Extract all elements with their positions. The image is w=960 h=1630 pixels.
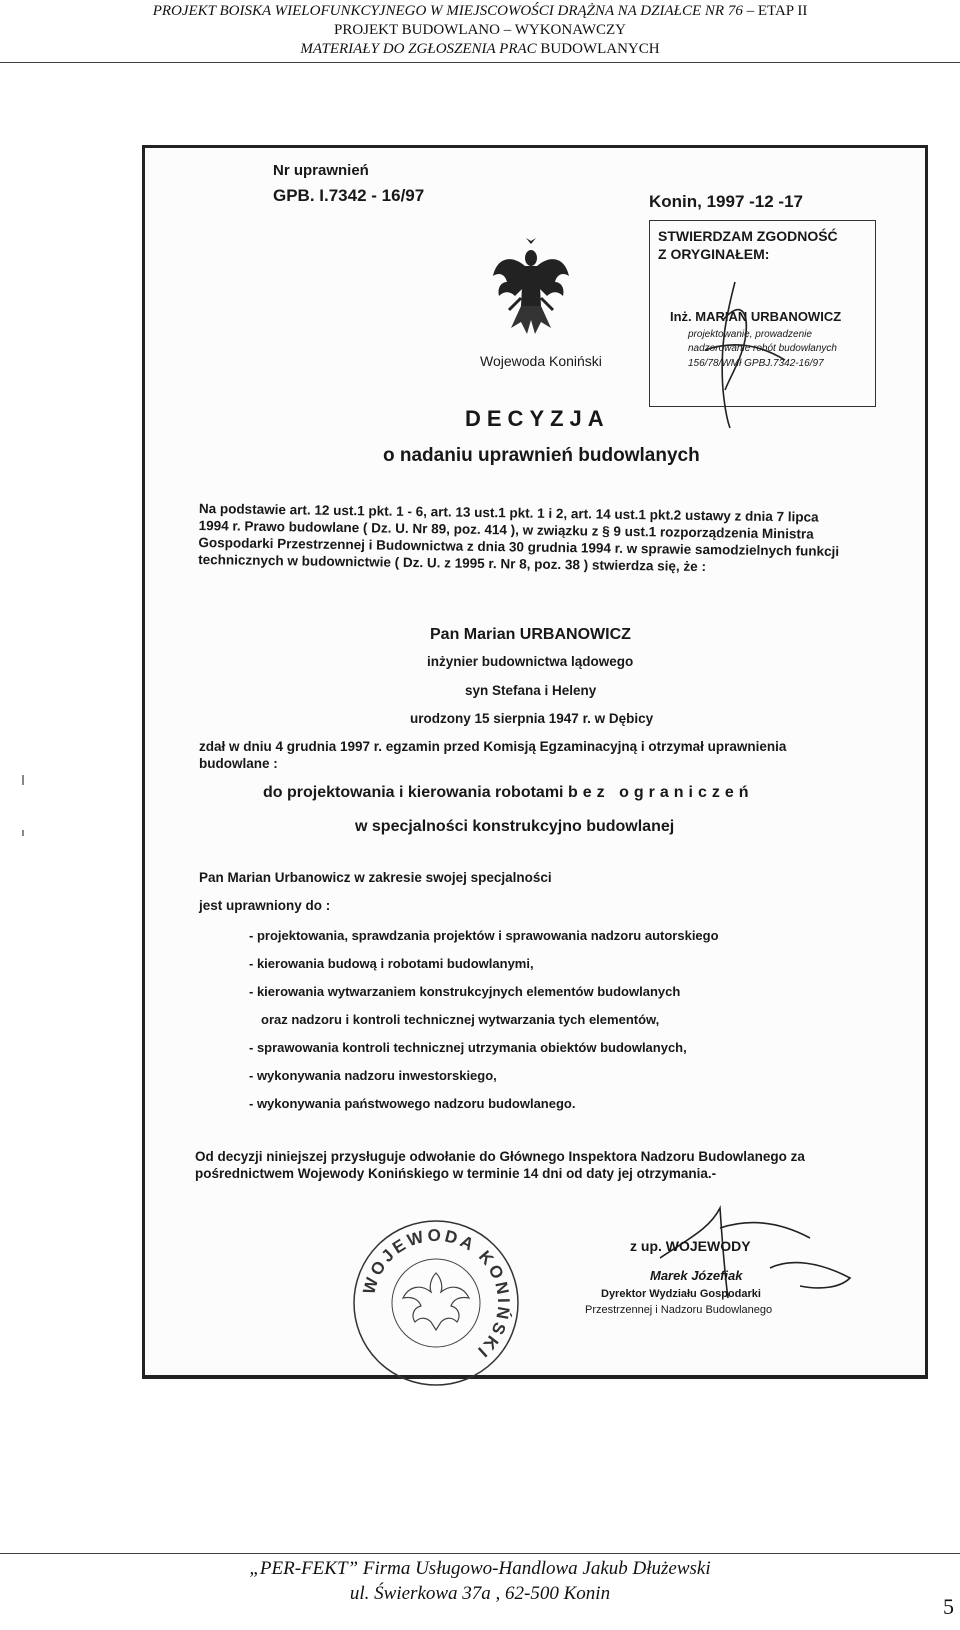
legal-basis-paragraph: Na podstawie art. 12 ust.1 pkt. 1 - 6, art. 13 ust.1 pkt. 1 i 2, art. 14 ust.1 pkt.2 ustawy z dnia 7 lipca 1994 r. Prawo budowlane ( Dz. U. Nr 89, poz. 414 ), w związku z § 9 ust.1 rozporządzenia Ministra Gospodarki Przestrzennej i Budownictwa z dnia 30 grudnia 1994 r. w sprawie samodzielnych funkcji technicznych w budownictwie ( Dz. U. z 1995 r. Nr 8, poz. 38 ) stwierdza się, że : (198, 500, 840, 575)
person-birth: urodzony 15 sierpnia 1947 r. w Dębicy (410, 711, 654, 726)
person-parents: syn Stefana i Heleny (465, 683, 597, 698)
stamp-title (658, 227, 838, 263)
document-subtitle: o nadaniu uprawnień budowlanych (383, 445, 700, 466)
stamp-scope-line1: projektowanie, prowadzenie (688, 329, 812, 340)
header-materials: MATERIAŁY DO ZGŁOSZENIA PRAC (300, 41, 537, 57)
issuing-authority: Wojewoda Koniński (480, 353, 602, 369)
scanned-decision-document (142, 145, 928, 1379)
stamp-engineer-name: Inż. MARIAN URBANOWICZ (670, 309, 842, 324)
signatory-name: Marek Józefiak (650, 1268, 743, 1283)
footer-divider (0, 1553, 960, 1554)
scope-text: do projektowania i kierowania robotami (263, 784, 568, 801)
entitlement-item: - sprawowania kontroli technicznej utrzymania obiektów budowlanych, (249, 1040, 687, 1055)
person-name: Pan Marian URBANOWICZ (430, 626, 631, 643)
stamp-title-line1: STWIERDZAM ZGODNOŚĆ (658, 228, 838, 244)
stamp-title-line2: Z ORYGINAŁEM: (658, 246, 770, 262)
signatory-role-line2: Przestrzennej i Nadzoru Budowlanego (585, 1304, 773, 1316)
header-project-type: PROJEKT BUDOWLANO – WYKONAWCZY (334, 22, 626, 38)
license-number: GPB. I.7342 - 16/97 (273, 186, 425, 205)
entitlement-intro-line2: jest uprawniony do : (199, 898, 331, 913)
footer-company: „PER-FEKT” Firma Usługowo-Handlowa Jakub Dłużewski (249, 1558, 711, 1579)
header-project-title: PROJEKT BOISKA WIELOFUNKCYJNEGO W MIEJSCOWOŚCI DRĄŻNA NA DZIAŁCE NR 76 (152, 3, 743, 19)
scope-specialty: w specjalności konstrukcyjno budowlanej (355, 818, 675, 835)
stamp-signature-scrawl (665, 280, 795, 430)
header-materials-tail: BUDOWLANYCH (536, 41, 660, 57)
stamp-reference-numbers: 156/78/WMł GPBJ.7342-16/97 (688, 358, 824, 369)
footer-address: ul. Świerkowa 37a , 62-500 Konin (349, 1583, 611, 1604)
seal-text: WOJEWODA KONIŃSKI (359, 1225, 514, 1363)
page-number: 5 (943, 1594, 954, 1619)
entitlement-item: - wykonywania państwowego nadzoru budowlanego. (249, 1096, 576, 1111)
scope-without-limits: bez ograniczeń (567, 784, 754, 801)
scope-line1 (263, 784, 754, 802)
entitlement-item: oraz nadzoru i kontroli technicznej wytwarzania tych elementów, (261, 1012, 660, 1027)
signature-for-governor: z up. WOJEWODY (630, 1238, 751, 1254)
entitlement-intro-line1: Pan Marian Urbanowicz w zakresie swojej specjalności (199, 870, 552, 885)
stamp-scope-line2: nadzorowanie robót budowlanych (688, 343, 837, 354)
header-divider (0, 62, 960, 63)
polish-eagle-emblem-icon (491, 236, 571, 338)
entitlement-item: - projektowania, sprawdzania projektów i sprawowania nadzoru autorskiego (249, 928, 719, 943)
page-header (0, 2, 960, 59)
exam-paragraph: zdał w dniu 4 grudnia 1997 r. egzamin przed Komisją Egzaminacyjną i otrzymał uprawnienia budowlane : (199, 739, 787, 771)
header-stage: – ETAP II (742, 3, 808, 19)
official-round-seal (351, 1218, 521, 1388)
entitlement-item: - wykonywania nadzoru inwestorskiego, (249, 1068, 497, 1083)
appeal-paragraph: Od decyzji niniejszej przysługuje odwołanie do Głównego Inspektora Nadzoru Budowlanego za pośrednictwem Wojewody Konińskiego w terminie 14 dni od daty jej otrzymania.- (195, 1149, 805, 1181)
entitlement-item: - kierowania wytwarzaniem konstrukcyjnych elementów budowlanych (249, 984, 681, 999)
svg-text:WOJEWODA KONIŃSKI (359, 1226, 513, 1363)
signatory-role-line1: Dyrektor Wydziału Gospodarki (601, 1288, 761, 1300)
page-footer (0, 1556, 960, 1606)
license-number-label: Nr uprawnień (273, 162, 369, 179)
scan-margin-mark (22, 830, 24, 836)
document-title: DECYZJA (465, 406, 610, 431)
entitlement-item: - kierowania budową i robotami budowlanymi, (249, 956, 534, 971)
place-and-date: Konin, 1997 -12 -17 (649, 192, 804, 211)
scan-margin-mark (22, 775, 24, 785)
person-profession: inżynier budownictwa lądowego (427, 654, 634, 669)
